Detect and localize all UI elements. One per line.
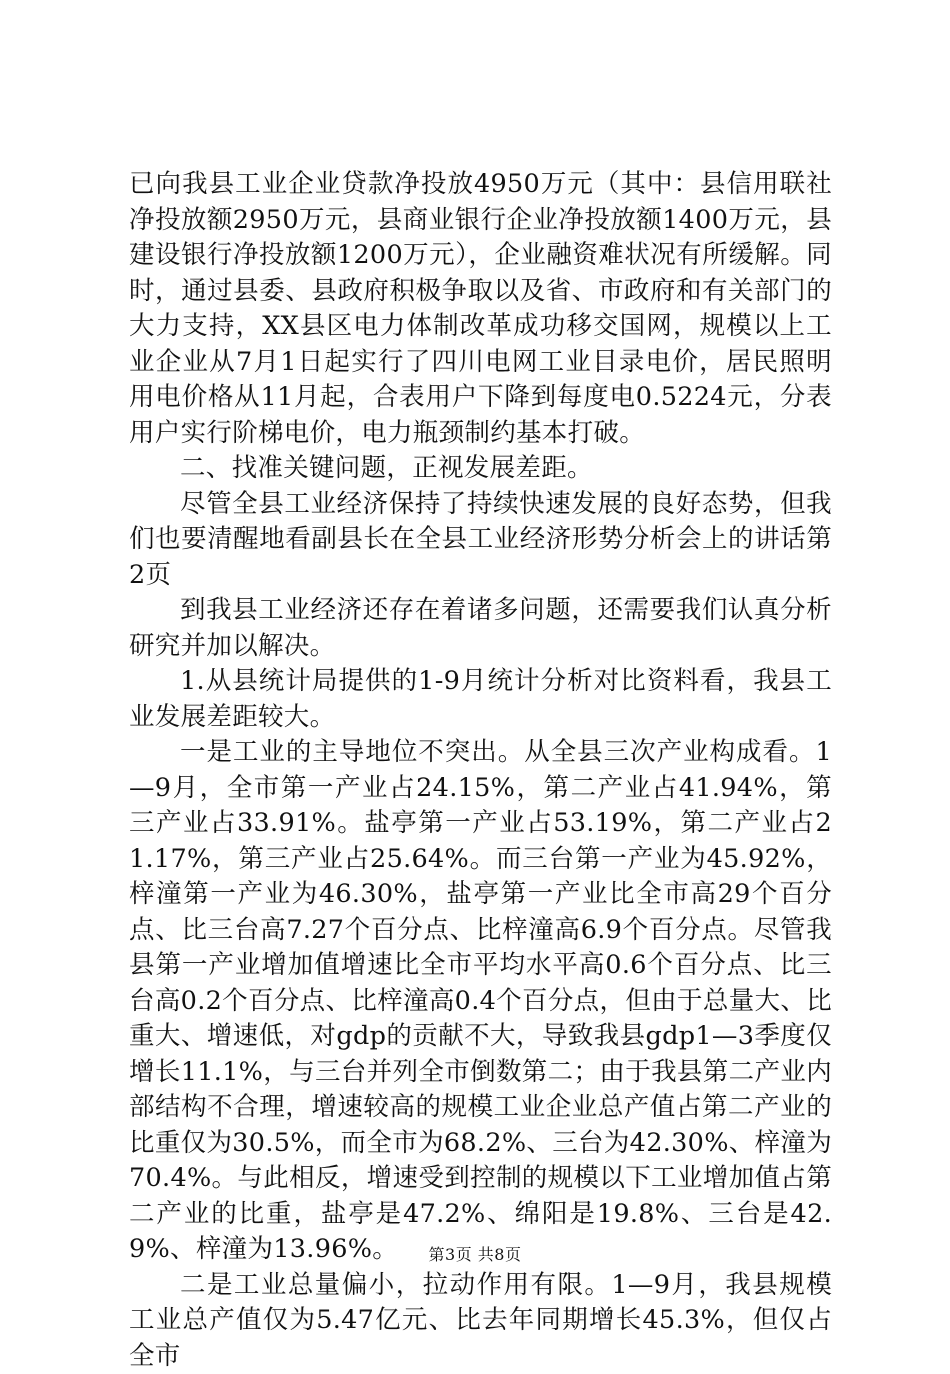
paragraph: 已向我县工业企业贷款净投放4950万元（其中：县信用联社净投放额2950万元，县商业银行企业净投放额1400万元，县建设银行净投放额1200万元），企业融资难状况有所缓解。同时，通过县委、县政府积极争取以及省、市政府和有关部门的大力支持，XX县区电力体制改革成功移交国网，规模以上工业企业从7月1日起实行了四川电网工业目录电价，居民照明用电价格从11月起，合表用户下降到每度电0.5224元，分表用户实行阶梯电价，电力瓶颈制约基本打破。 bbox=[129, 167, 832, 451]
numbered-point: 1.从县统计局提供的1-9月统计分析对比资料看，我县工业发展差距较大。 bbox=[129, 664, 832, 735]
paragraph: 到我县工业经济还存在着诸多问题，还需要我们认真分析研究并加以解决。 bbox=[129, 593, 832, 664]
document-body bbox=[129, 167, 832, 1374]
paragraph: 尽管全县工业经济保持了持续快速发展的良好态势，但我们也要清醒地看副县长在全县工业经济形势分析会上的讲话第2页 bbox=[129, 487, 832, 594]
paragraph: 一是工业的主导地位不突出。从全县三次产业构成看。1—9月，全市第一产业占24.15%，第二产业占41.94%，第三产业占33.91%。盐亭第一产业占53.19%，第二产业占21.17%，第三产业占25.64%。而三台第一产业为45.92%，梓潼第一产业为46.30%，盐亭第一产业比全市高29个百分点、比三台高7.27个百分点、比梓潼高6.9个百分点。尽管我县第一产业增加值增速比全市平均水平高0.6个百分点、比三台高0.2个百分点、比梓潼高0.4个百分点，但由于总量大、比重大、增速低，对gdp的贡献不大，导致我县gdp1—3季度仅增长11.1%，与三台并列全市倒数第二；由于我县第二产业内部结构不合理，增速较高的规模工业企业总产值占第二产业的比重仅为30.5%，而全市为68.2%、三台为42.30%、梓潼为70.4%。与此相反，增速受到控制的规模以下工业增加值占第二产业的比重，盐亭是47.2%、绵阳是19.8%、三台是42.9%、梓潼为13.96%。 bbox=[129, 735, 832, 1268]
page-number-footer: 第3页 共8页 bbox=[0, 1245, 950, 1265]
section-heading: 二、找准关键问题，正视发展差距。 bbox=[129, 451, 832, 487]
paragraph: 二是工业总量偏小，拉动作用有限。1—9月，我县规模工业总产值仅为5.47亿元、比去年同期增长45.3%，但仅占全市 bbox=[129, 1268, 832, 1374]
